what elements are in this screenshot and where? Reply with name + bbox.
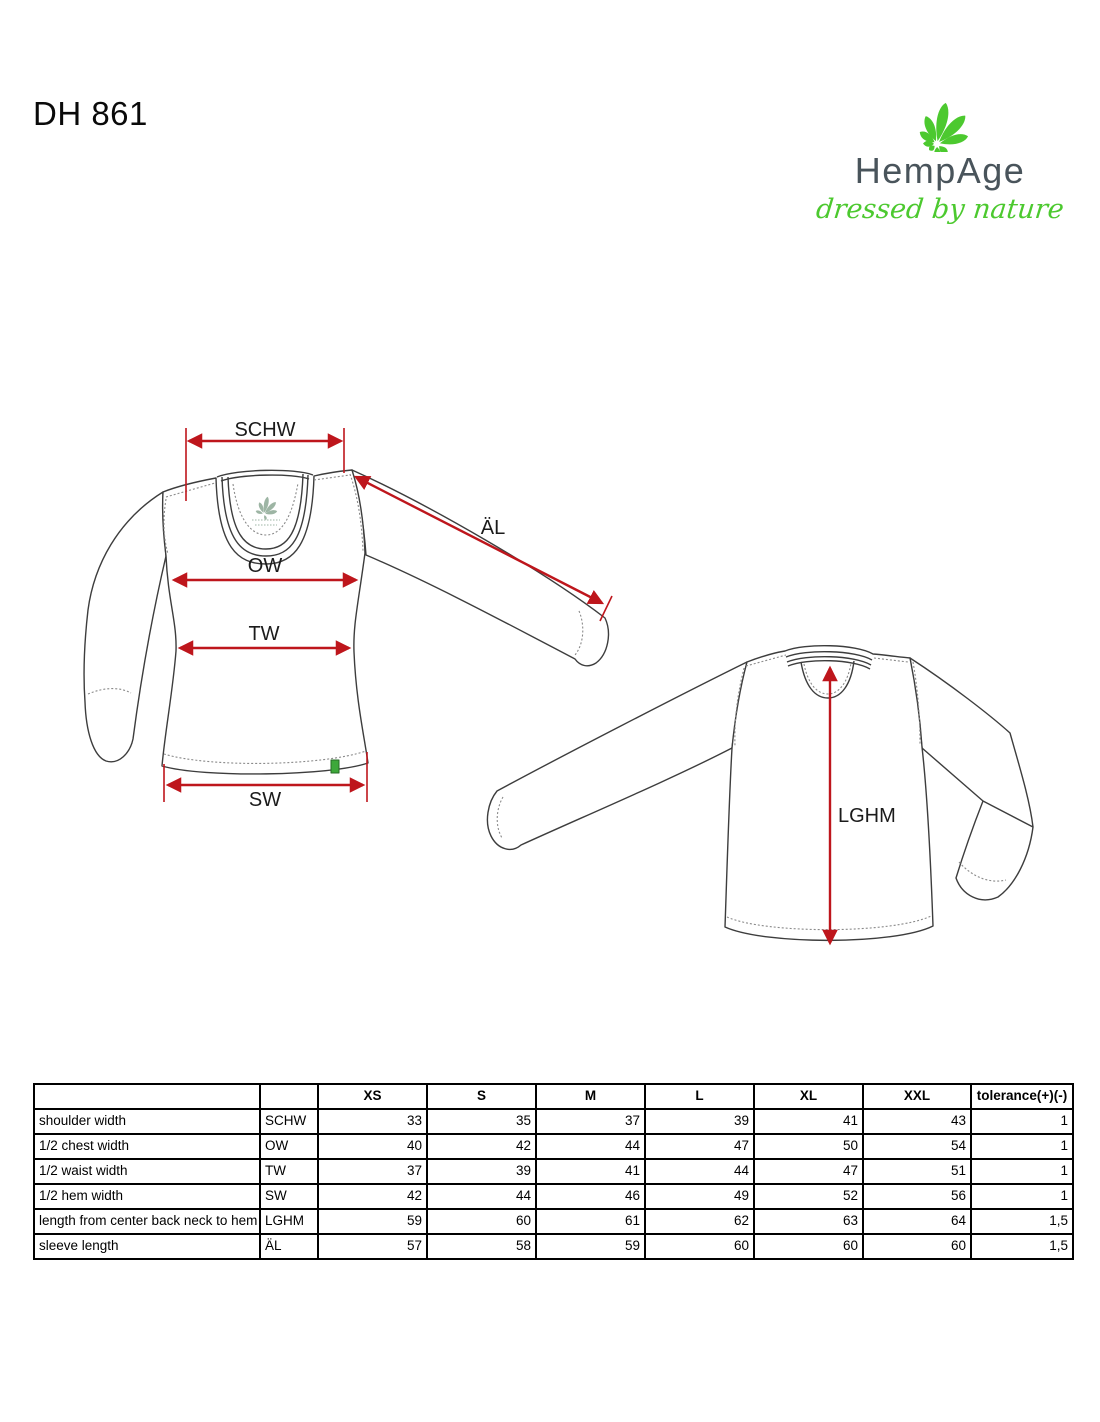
value-cell: 44	[645, 1159, 754, 1184]
neck-label-print	[255, 496, 277, 520]
value-cell: 52	[754, 1184, 863, 1209]
tolerance-cell: 1	[971, 1134, 1073, 1159]
size-header-cell: XS	[318, 1084, 427, 1109]
size-header-cell: M	[536, 1084, 645, 1109]
value-cell: 46	[536, 1184, 645, 1209]
value-cell: 54	[863, 1134, 971, 1159]
value-cell: 37	[536, 1109, 645, 1134]
empty-header-cell	[260, 1084, 318, 1109]
code-cell: SW	[260, 1184, 318, 1209]
row-label-cell: 1/2 hem width	[34, 1184, 260, 1209]
value-cell: 43	[863, 1109, 971, 1134]
value-cell: 35	[427, 1109, 536, 1134]
size-header-cell: S	[427, 1084, 536, 1109]
back-view-drawing	[487, 646, 1033, 941]
tolerance-cell: 1	[971, 1109, 1073, 1134]
brand-name: HempAge	[854, 150, 1026, 191]
value-cell: 44	[427, 1184, 536, 1209]
value-cell: 44	[536, 1134, 645, 1159]
value-cell: 56	[863, 1184, 971, 1209]
table-row	[34, 1184, 1073, 1209]
value-cell: 57	[318, 1234, 427, 1259]
empty-header-cell	[34, 1084, 260, 1109]
value-cell: 39	[645, 1109, 754, 1134]
tw-label: TW	[248, 623, 280, 645]
size-header-cell: XXL	[863, 1084, 971, 1109]
size-header-cell: XL	[754, 1084, 863, 1109]
table-header-row	[34, 1084, 1073, 1109]
table-row	[34, 1159, 1073, 1184]
size-header-cell: L	[645, 1084, 754, 1109]
measurement-table	[33, 1083, 1074, 1260]
tolerance-cell: 1	[971, 1159, 1073, 1184]
code-cell: LGHM	[260, 1209, 318, 1234]
value-cell: 64	[863, 1209, 971, 1234]
code-cell: TW	[260, 1159, 318, 1184]
value-cell: 61	[536, 1209, 645, 1234]
row-label-cell: sleeve length	[34, 1234, 260, 1259]
lghm-label: LGHM	[838, 805, 896, 827]
value-cell: 59	[536, 1234, 645, 1259]
value-cell: 59	[318, 1209, 427, 1234]
value-cell: 62	[645, 1209, 754, 1234]
value-cell: 47	[754, 1159, 863, 1184]
value-cell: 60	[863, 1234, 971, 1259]
value-cell: 51	[863, 1159, 971, 1184]
value-cell: 42	[427, 1134, 536, 1159]
row-label-cell: 1/2 chest width	[34, 1134, 260, 1159]
row-label-cell: length from center back neck to hem	[34, 1209, 260, 1234]
value-cell: 63	[754, 1209, 863, 1234]
schw-label: SCHW	[234, 419, 296, 441]
tolerance-cell: 1	[971, 1184, 1073, 1209]
value-cell: 41	[754, 1109, 863, 1134]
code-cell: ÄL	[260, 1234, 318, 1259]
value-cell: 58	[427, 1234, 536, 1259]
value-cell: 60	[754, 1234, 863, 1259]
table-row	[34, 1234, 1073, 1259]
value-cell: 37	[318, 1159, 427, 1184]
value-cell: 39	[427, 1159, 536, 1184]
code-cell: SCHW	[260, 1109, 318, 1134]
value-cell: 60	[427, 1209, 536, 1234]
ow-label: OW	[247, 555, 283, 577]
value-cell: 41	[536, 1159, 645, 1184]
value-cell: 60	[645, 1234, 754, 1259]
value-cell: 47	[645, 1134, 754, 1159]
row-label-cell: 1/2 waist width	[34, 1159, 260, 1184]
table-row	[34, 1109, 1073, 1134]
value-cell: 42	[318, 1184, 427, 1209]
ael-label: ÄL	[480, 517, 506, 539]
page-title: DH 861	[33, 95, 148, 132]
hem-tag	[331, 760, 339, 773]
tolerance-cell: 1,5	[971, 1209, 1073, 1234]
tolerance-header-cell: tolerance(+)(-)	[971, 1084, 1073, 1109]
value-cell: 40	[318, 1134, 427, 1159]
brand-tagline: dressed by nature	[814, 193, 1066, 225]
value-cell: 49	[645, 1184, 754, 1209]
table-row	[34, 1209, 1073, 1234]
tolerance-cell: 1,5	[971, 1234, 1073, 1259]
front-view-drawing	[84, 470, 608, 774]
value-cell: 33	[318, 1109, 427, 1134]
sw-label: SW	[248, 789, 282, 811]
row-label-cell: shoulder width	[34, 1109, 260, 1134]
code-cell: OW	[260, 1134, 318, 1159]
table-row	[34, 1134, 1073, 1159]
value-cell: 50	[754, 1134, 863, 1159]
